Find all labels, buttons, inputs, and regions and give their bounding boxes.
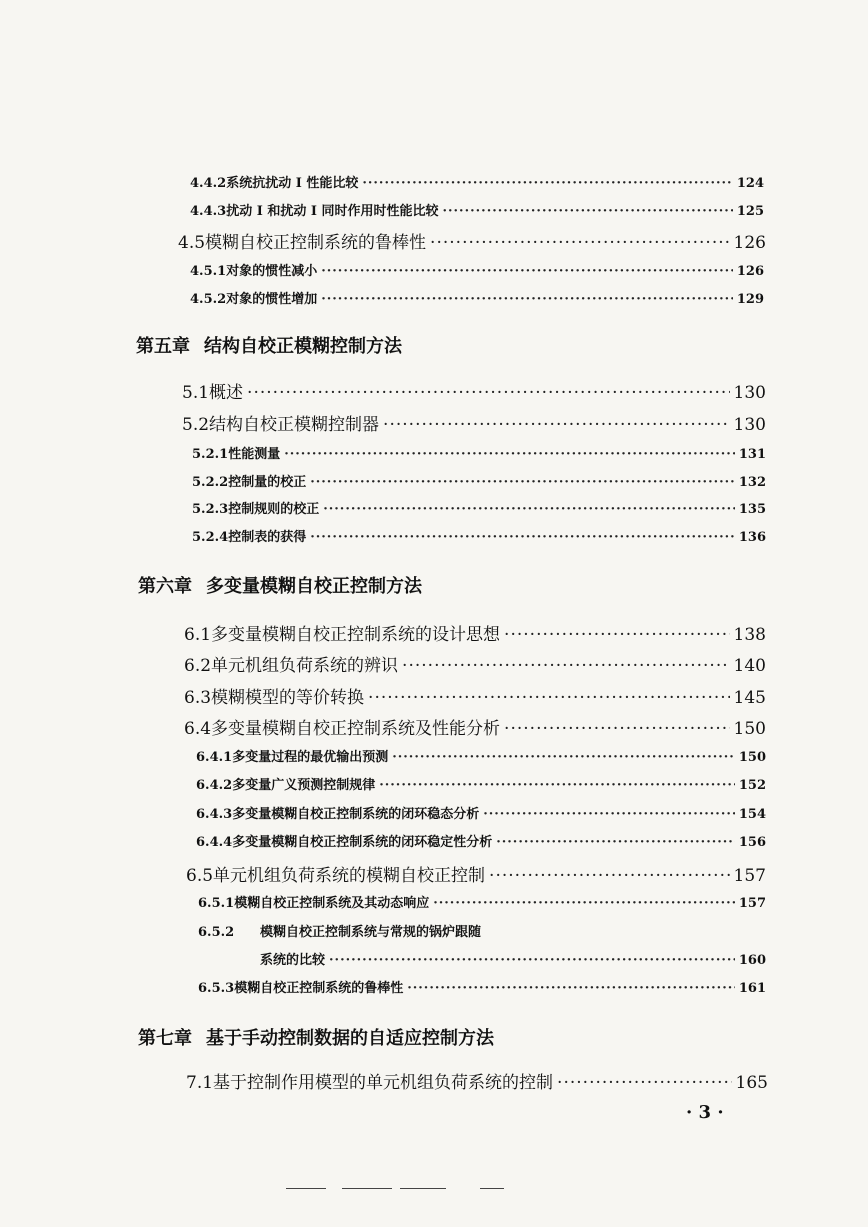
entry-page: 152 bbox=[738, 778, 766, 793]
toc-entry-4-4-2 bbox=[190, 172, 764, 191]
entry-number: 6.5.1 bbox=[198, 896, 235, 911]
leader-dots bbox=[362, 176, 733, 191]
toc-entry-5-2-2 bbox=[192, 471, 766, 490]
leader-dots bbox=[496, 835, 735, 850]
toc-entry-6-3 bbox=[184, 683, 766, 708]
toc-entry-5-2-4 bbox=[192, 526, 766, 545]
entry-number: 5.2.2 bbox=[192, 475, 229, 490]
leader-dots bbox=[321, 292, 733, 307]
entry-title: 多变量模糊自校正控制系统的设计思想 bbox=[211, 625, 501, 645]
entry-page: 157 bbox=[738, 896, 766, 911]
entry-page: 132 bbox=[738, 475, 766, 490]
scan-artifact bbox=[400, 1188, 446, 1189]
toc-entry-7-1 bbox=[186, 1068, 768, 1093]
toc-entry-6-5-2-continued bbox=[260, 949, 766, 968]
toc-entry-5-2-3 bbox=[192, 498, 766, 517]
entry-number: 6.4.4 bbox=[196, 835, 233, 850]
entry-title: 模糊自校正控制系统的鲁棒性 bbox=[234, 981, 404, 996]
entry-title: 多变量模糊自校正控制系统及性能分析 bbox=[211, 719, 501, 739]
entry-page: 136 bbox=[738, 530, 766, 545]
leader-dots bbox=[407, 981, 735, 996]
toc-entry-6-1 bbox=[184, 620, 766, 645]
chapter-number: 第五章 bbox=[136, 336, 190, 357]
chapter-heading-7 bbox=[138, 1024, 494, 1050]
entry-number: 6.4.3 bbox=[196, 807, 233, 822]
entry-title: 模糊自校正控制系统与常规的锅炉跟随 bbox=[260, 925, 482, 940]
toc-entry-4-5-1 bbox=[190, 260, 764, 279]
leader-dots bbox=[247, 383, 730, 403]
entry-page: 165 bbox=[735, 1073, 768, 1093]
toc-entry-6-4 bbox=[184, 714, 766, 739]
scan-artifact bbox=[286, 1188, 326, 1189]
toc-entry-5-2 bbox=[182, 410, 766, 435]
entry-number: 6.2 bbox=[184, 656, 212, 676]
chapter-title: 结构自校正模糊控制方法 bbox=[204, 336, 402, 357]
entry-title: 基于控制作用模型的单元机组负荷系统的控制 bbox=[213, 1073, 554, 1093]
entry-number: 6.5.3 bbox=[198, 981, 235, 996]
leader-dots bbox=[430, 233, 730, 253]
leader-dots bbox=[321, 264, 733, 279]
leader-dots bbox=[310, 530, 735, 545]
entry-page: 145 bbox=[733, 688, 766, 708]
entry-title: 多变量广义预测控制规律 bbox=[232, 778, 376, 793]
entry-number: 4.5.1 bbox=[190, 264, 227, 279]
toc-entry-6-4-2 bbox=[196, 774, 766, 793]
leader-dots bbox=[504, 625, 730, 645]
entry-number: 5.2 bbox=[182, 415, 210, 435]
toc-entry-6-4-4 bbox=[196, 831, 766, 850]
entry-page: 150 bbox=[738, 750, 766, 765]
entry-number: 5.2.1 bbox=[192, 447, 229, 462]
toc-entry-6-4-1 bbox=[196, 746, 766, 765]
entry-number: 4.5 bbox=[178, 233, 206, 253]
entry-page: 129 bbox=[736, 292, 764, 307]
entry-number: 6.3 bbox=[184, 688, 212, 708]
entry-title: 模糊自校正控制系统及其动态响应 bbox=[234, 896, 430, 911]
entry-page: 135 bbox=[738, 502, 766, 517]
chapter-title: 多变量模糊自校正控制方法 bbox=[206, 576, 422, 597]
entry-page: 140 bbox=[733, 656, 766, 676]
entry-number: 4.5.2 bbox=[190, 292, 227, 307]
leader-dots bbox=[483, 807, 735, 822]
entry-title: 对象的惯性增加 bbox=[226, 292, 318, 307]
entry-number: 4.4.3 bbox=[190, 204, 227, 219]
entry-title: 多变量模糊自校正控制系统的闭环稳定性分析 bbox=[232, 835, 493, 850]
toc-entry-5-2-1 bbox=[192, 443, 766, 462]
entry-title: 模糊自校正控制系统的鲁棒性 bbox=[205, 233, 427, 253]
entry-number: 6.1 bbox=[184, 625, 212, 645]
toc-entry-4-5 bbox=[178, 228, 766, 253]
entry-number: 6.4.2 bbox=[196, 778, 233, 793]
toc-entry-4-4-3 bbox=[190, 200, 764, 219]
toc-entry-6-5-1 bbox=[198, 892, 766, 911]
entry-page: 157 bbox=[733, 866, 766, 886]
toc-entry-6-5-2 bbox=[198, 921, 481, 940]
entry-number: 5.2.4 bbox=[192, 530, 229, 545]
leader-dots bbox=[379, 778, 735, 793]
entry-title: 系统的比较 bbox=[260, 953, 326, 968]
entry-page: 130 bbox=[733, 383, 766, 403]
entry-title: 控制表的获得 bbox=[228, 530, 307, 545]
entry-page: 125 bbox=[736, 204, 764, 219]
entry-title: 扰动 I 和扰动 I 同时作用时性能比较 bbox=[226, 204, 439, 219]
leader-dots bbox=[323, 502, 735, 517]
entry-page: 131 bbox=[738, 447, 766, 462]
entry-page: 150 bbox=[733, 719, 766, 739]
entry-page: 138 bbox=[733, 625, 766, 645]
leader-dots bbox=[557, 1073, 732, 1093]
entry-number: 4.4.2 bbox=[190, 176, 227, 191]
entry-page: 161 bbox=[738, 981, 766, 996]
entry-title: 对象的惯性减小 bbox=[226, 264, 318, 279]
chapter-number: 第六章 bbox=[138, 576, 192, 597]
entry-page: 124 bbox=[736, 176, 764, 191]
entry-number: 5.2.3 bbox=[192, 502, 229, 517]
chapter-heading-5 bbox=[136, 332, 402, 358]
entry-page: 154 bbox=[738, 807, 766, 822]
entry-title: 结构自校正模糊控制器 bbox=[209, 415, 380, 435]
entry-page: 126 bbox=[736, 264, 764, 279]
entry-number: 6.4 bbox=[184, 719, 212, 739]
entry-title: 多变量过程的最优输出预测 bbox=[232, 750, 389, 765]
toc-entry-6-5-3 bbox=[198, 977, 766, 996]
entry-number: 6.5.2 bbox=[198, 925, 235, 940]
chapter-number: 第七章 bbox=[138, 1028, 192, 1049]
leader-dots bbox=[383, 415, 730, 435]
entry-title: 单元机组负荷系统的模糊自校正控制 bbox=[213, 866, 486, 886]
entry-title: 控制量的校正 bbox=[228, 475, 307, 490]
entry-page: 160 bbox=[738, 953, 766, 968]
entry-number: 6.5 bbox=[186, 866, 214, 886]
entry-title: 多变量模糊自校正控制系统的闭环稳态分析 bbox=[232, 807, 480, 822]
entry-page: 130 bbox=[733, 415, 766, 435]
entry-title: 单元机组负荷系统的辨识 bbox=[211, 656, 399, 676]
leader-dots bbox=[442, 204, 732, 219]
leader-dots bbox=[504, 719, 730, 739]
entry-page: 126 bbox=[733, 233, 766, 253]
leader-dots bbox=[489, 866, 730, 886]
entry-page: 156 bbox=[738, 835, 766, 850]
leader-dots bbox=[433, 896, 735, 911]
leader-dots bbox=[392, 750, 735, 765]
entry-title: 概述 bbox=[209, 383, 244, 403]
entry-number: 6.4.1 bbox=[196, 750, 233, 765]
chapter-heading-6 bbox=[138, 572, 422, 598]
entry-title: 控制规则的校正 bbox=[228, 502, 320, 517]
leader-dots bbox=[329, 953, 735, 968]
toc-entry-6-2 bbox=[184, 651, 766, 676]
page-number: · 3 · bbox=[686, 1102, 724, 1123]
chapter-title: 基于手动控制数据的自适应控制方法 bbox=[206, 1028, 494, 1049]
leader-dots bbox=[368, 688, 730, 708]
entry-title: 性能测量 bbox=[228, 447, 281, 462]
entry-title: 模糊模型的等价转换 bbox=[211, 688, 365, 708]
toc-entry-6-4-3 bbox=[196, 803, 766, 822]
leader-dots bbox=[310, 475, 735, 490]
leader-dots bbox=[402, 656, 730, 676]
toc-entry-5-1 bbox=[182, 378, 766, 403]
toc-entry-6-5 bbox=[186, 861, 766, 886]
leader-dots bbox=[284, 447, 735, 462]
entry-number: 5.1 bbox=[182, 383, 210, 403]
entry-number: 7.1 bbox=[186, 1073, 214, 1093]
toc-entry-4-5-2 bbox=[190, 288, 764, 307]
scan-artifact bbox=[480, 1188, 504, 1189]
entry-title: 系统抗扰动 I 性能比较 bbox=[226, 176, 359, 191]
scan-artifact bbox=[342, 1188, 392, 1189]
